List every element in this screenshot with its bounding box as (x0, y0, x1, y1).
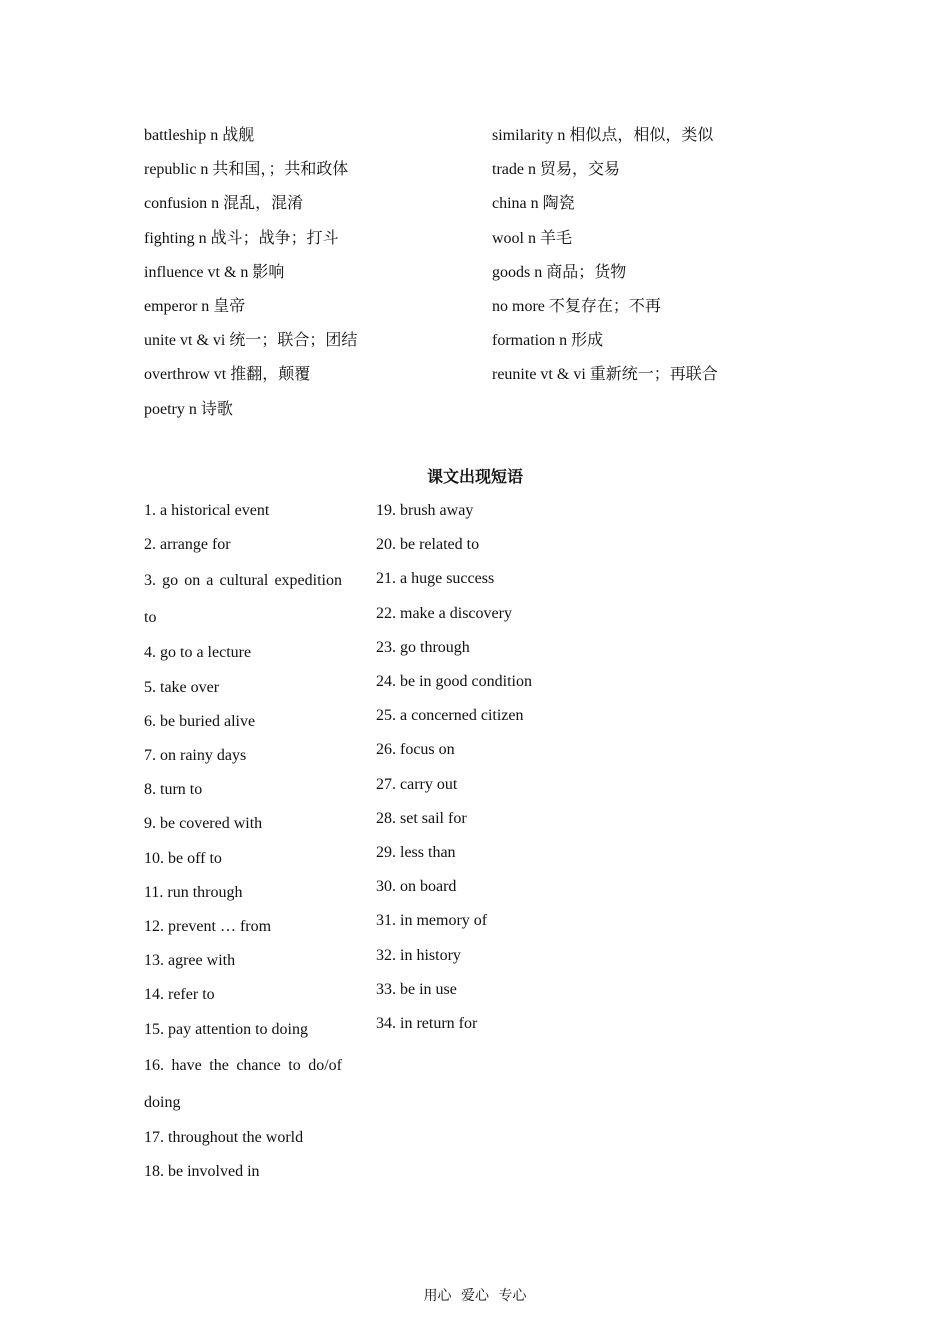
phrase-item: 9. be covered with (144, 815, 263, 833)
phrase-item: 11. run through (144, 883, 243, 901)
phrase-item: 7. on rainy days (144, 747, 247, 765)
phrase-item: 33. be in use (376, 980, 457, 998)
phrase-item: 3. go on a cultural expedition to (144, 572, 342, 627)
vocab-item: poetry n 诗歌 (144, 400, 233, 418)
vocab-item: influence vt & n 影响 (144, 263, 285, 281)
vocab-item: republic n 共和国，；共和政体 (144, 161, 349, 179)
vocab-item: reunite vt & vi 重新统一；再联合 (492, 366, 718, 384)
vocabulary-list-right (492, 119, 822, 393)
vocab-item: similarity n 相似点，相似，类似 (492, 127, 714, 144)
phrase-item: 21. a huge success (376, 570, 495, 588)
phrase-item: 8. turn to (144, 781, 203, 799)
phrase-item: 16. have the chance to do/of doing (144, 1056, 342, 1111)
phrase-item: 32. in history (376, 946, 461, 964)
phrase-item: 6. be buried alive (144, 712, 256, 730)
vocabulary-list-left (144, 119, 464, 427)
vocab-item: emperor n 皇帝 (144, 297, 246, 315)
vocab-item: trade n 贸易，交易 (492, 161, 620, 179)
page-footer: 用心 爱心 专心 (423, 1289, 527, 1304)
phrases-section-title: 课文出现短语 (426, 469, 523, 486)
phrase-item: 34. in return for (376, 1015, 478, 1033)
phrase-item: 23. go through (376, 638, 470, 656)
phrase-item: 27. carry out (376, 775, 458, 793)
phrase-item: 30. on board (376, 878, 457, 896)
vocab-item: wool n 羊毛 (492, 229, 573, 247)
phrase-item: 22. make a discovery (376, 604, 512, 622)
phrase-item: 1. a historical event (144, 502, 270, 519)
phrase-item: 19. brush away (376, 502, 474, 519)
vocab-item: no more 不复存在；不再 (492, 297, 661, 315)
phrase-item: 12. prevent … from (144, 918, 272, 936)
vocab-item: goods n 商品；货物 (492, 263, 627, 281)
phrase-item: 20. be related to (376, 536, 480, 554)
phrase-item: 24. be in good condition (376, 673, 532, 691)
phrase-list-right (376, 494, 636, 1041)
phrase-item: 4. go to a lecture (144, 644, 252, 662)
phrase-list-left (144, 494, 342, 1189)
phrase-item: 13. agree with (144, 952, 236, 970)
vocab-item: unite vt & vi 统一；联合；团结 (144, 332, 358, 350)
vocab-item: overthrow vt 推翻，颠覆 (144, 366, 311, 384)
vocab-item: china n 陶瓷 (492, 195, 575, 213)
phrase-item: 31. in memory of (376, 912, 488, 930)
vocab-item: formation n 形成 (492, 332, 604, 350)
vocab-item: battleship n 战舰 (144, 127, 255, 144)
phrase-item: 2. arrange for (144, 536, 231, 554)
phrase-item: 25. a concerned citizen (376, 707, 524, 725)
vocab-item: fighting n 战斗；战争；打斗 (144, 229, 339, 247)
phrase-item: 5. take over (144, 678, 220, 696)
phrase-item: 10. be off to (144, 849, 222, 867)
phrase-item: 18. be involved in (144, 1163, 260, 1181)
vocab-item: confusion n 混乱，混淆 (144, 195, 304, 213)
phrase-item: 26. focus on (376, 741, 455, 759)
phrase-item: 28. set sail for (376, 809, 467, 827)
phrase-item: 17. throughout the world (144, 1128, 304, 1146)
phrase-item: 29. less than (376, 844, 456, 862)
phrase-item: 15. pay attention to doing (144, 1020, 308, 1038)
phrase-item: 14. refer to (144, 986, 215, 1004)
